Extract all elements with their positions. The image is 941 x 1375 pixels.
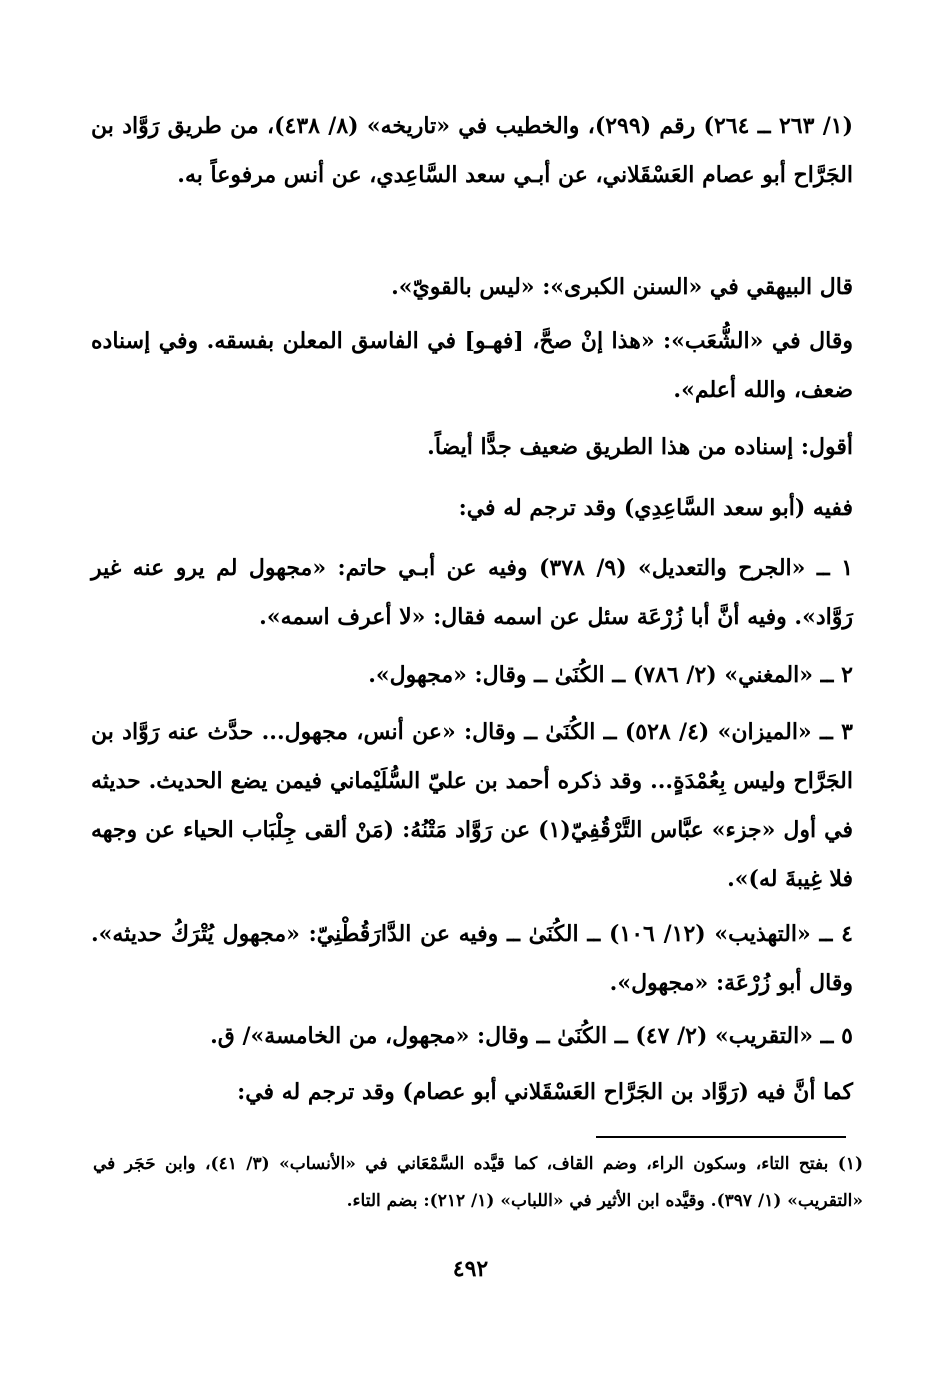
list-item-jarh-tadil: ١ ــ «الجرح والتعديل» (٩/ ٣٧٨) وفيه عن أبـي حاتم: «مجهول لم يرو عنه غير رَوَّاد». وفيه أنَّ أبا زُرْعَة سئل عن اسمه فقال: «لا أعرف اسمه». [91,555,854,630]
paragraph-bayhaqi-quote: قال البيهقي في «السنن الكبرى»: «ليس بالقويّ». [391,274,853,300]
paragraph-source-citation: (١/ ٢٦٣ ــ ٢٦٤) رقم (٢٩٩)، والخطيب في «تاريخه» (٨/ ٤٣٨)، من طريق رَوَّاد بن الجَرَّاح أبو عصام العَسْقَلاني، عن أبـي سعد السَّاعِدي، عن أنس مرفوعاً به. [91,113,854,188]
footnote-separator [596,1136,846,1138]
list-item-mughni: ٢ ــ «المغني» (٢/ ٧٨٦) ــ الكُنَىٰ ــ وقال: «مجهول». [368,662,853,688]
paragraph-narrator-intro: ففيه (أبو سعد السَّاعِدِي) وقد ترجم له في: [458,495,853,521]
paragraph-shuab-quote: وقال في «الشُّعَب»: «هذا إنْ صحَّ، [فهـو] في الفاسق المعلن بفسقه. وفي إسناده ضعف، والله أعلم». [91,328,853,403]
paragraph-rawwad-intro: كما أنَّ فيه (رَوَّاد بن الجَرَّاح العَسْقَلاني أبو عصام) وقد ترجم له في: [237,1079,853,1105]
list-item-tahdhib: ٤ ــ «التهذيب» (١٢/ ١٠٦) ــ الكُنَىٰ ــ وفيه عن الدَّارَقُطْنِيّ: «مجهول يُتْرَكُ حديثه». وقال أبو زُرْعَة: «مجهول». [91,921,853,996]
list-item-mizan: ٣ ــ «الميزان» (٤/ ٥٢٨) ــ الكُنَىٰ ــ وقال: «عن أنس، مجهول... حدَّث عنه رَوَّاد بن الجَرَّاح وليس بِعُمْدَةٍ... وقد ذكره أحمد بن عليّ السُّلَيْماني فيمن يضع الحديث. حديثه في أول «جزء» عبَّاس التَّرْقُفِيّ(١) عن رَوَّاد مَتْنُهُ: (مَنْ ألقى جِلْبَاب الحياء عن وجهه فلا غِيبةَ له)». [91,719,853,892]
list-item-taqrib: ٥ ــ «التقريب» (٢/ ٤٧) ــ الكُنَىٰ ــ وقال: «مجهول، من الخامسة»/ ق. [210,1023,853,1049]
paragraph-author-verdict: أقول: إسناده من هذا الطريق ضعيف جدًّا أيضاً. [427,434,853,460]
footnote: (١) بفتح التاء، وسكون الراء، وضم القاف، كما قيَّده السَّمْعَاني في «الأنساب» (٣/ ٤١)، وابن حَجَر في «التقريب» (١/ ٣٩٧). وقيَّده ابن الأثير في «اللباب» (١/ ٢١٢): بضم التاء. [93,1154,863,1211]
page-number: ٤٩٢ [452,1256,489,1282]
